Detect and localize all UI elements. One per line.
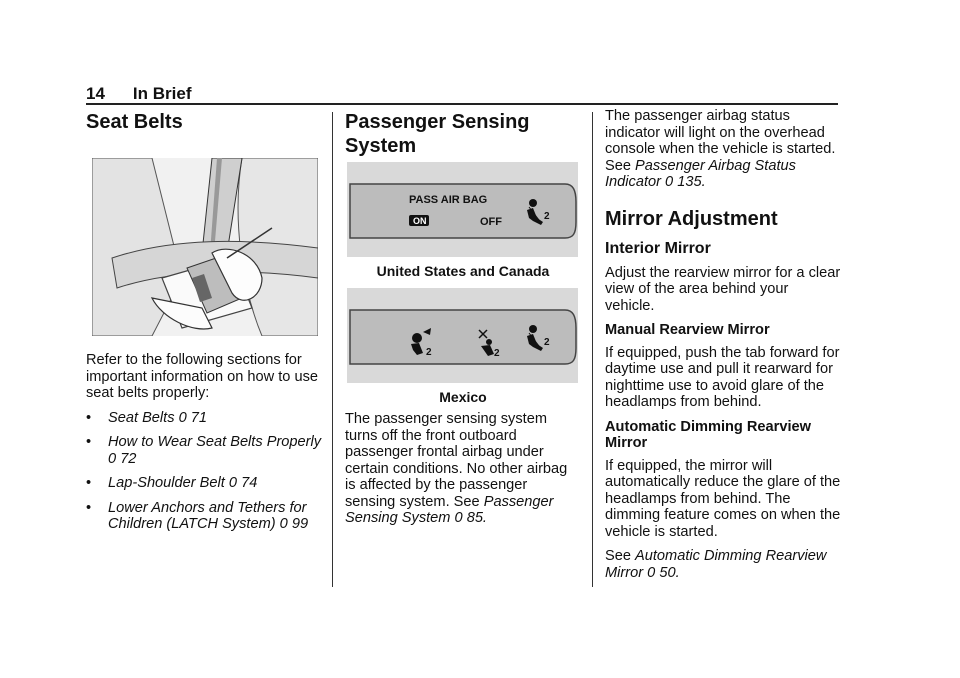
link-passenger-sensing[interactable]: Passenger Sensing System — [345, 493, 554, 526]
link-latch[interactable]: Lower Anchors and Tethers for Children (LATCH System) — [108, 499, 307, 532]
column-seat-belts — [86, 108, 324, 533]
list-item — [86, 500, 324, 533]
seat-number: 2 — [426, 346, 432, 358]
column-divider-1 — [332, 112, 333, 587]
ref-arrow-icon: 0 — [665, 174, 674, 190]
manual-mirror-text: If equipped, push the tab forward for daytime use and pull it rearward for nighttime use to avoid glare of the headlamps from behind. — [605, 344, 840, 410]
link-lap-shoulder[interactable]: Lap-Shoulder Belt — [108, 475, 225, 491]
page-ref: 50. — [659, 564, 680, 581]
column-divider-2 — [592, 112, 593, 587]
ref-arrow-icon: 0 — [454, 510, 463, 526]
page-ref: 85. — [466, 510, 487, 526]
page-header — [86, 84, 191, 104]
bullet: • — [86, 409, 92, 426]
seat-number: 2 — [494, 347, 500, 359]
caption-mexico: Mexico — [439, 388, 487, 405]
auto-dimming-text: If equipped, the mirror will automatically reduce the glare of the headlamps from behind. The dimming feature comes on when the vehicle is started. — [605, 457, 841, 540]
airbag-status-paragraph — [605, 108, 841, 191]
body-text: The passenger airbag status indicator will light on the overhead console when the vehicle is started. See — [605, 108, 836, 174]
body-text: The passenger sensing system turns off the front outboard passenger frontal airbag under certain conditions. No other airbag is affected by the passenger sensing system. See — [345, 411, 568, 510]
link-seat-belts[interactable]: Seat Belts — [108, 409, 175, 426]
on-label: ON — [413, 216, 427, 226]
page-ref: 135. — [677, 174, 706, 190]
interior-mirror-heading: Interior Mirror — [605, 239, 711, 257]
seat-number: 2 — [544, 336, 550, 348]
seat-belts-heading: Seat Belts — [86, 111, 183, 133]
seat-belt-illustration — [92, 158, 318, 336]
column-mirror — [605, 108, 841, 581]
column-passenger-sensing — [345, 108, 581, 527]
page-ref: 72 — [120, 450, 137, 467]
mirror-intro: Adjust the rearview mirror for a clear view of the area behind your vehicle. — [605, 264, 841, 314]
manual-mirror-heading: Manual Rearview Mirror — [605, 322, 770, 338]
auto-dimming-see — [605, 548, 841, 581]
ref-arrow-icon: 0 — [647, 564, 656, 581]
caption-us-canada: United States and Canada — [376, 263, 550, 279]
page-ref: 74 — [241, 475, 258, 491]
passenger-sensing-heading: Passenger Sensing System — [345, 111, 530, 157]
bullet: • — [86, 475, 92, 491]
page-ref: 71 — [190, 409, 208, 426]
ref-arrow-icon: 0 — [178, 409, 187, 426]
seat-belts-intro: Refer to the following sections for important information on how to use seat belts properly: — [86, 352, 319, 401]
bullet: • — [86, 499, 92, 516]
passenger-sensing-body — [345, 411, 581, 527]
link-auto-dimming[interactable]: Automatic Dimming Rearview Mirror — [605, 548, 827, 581]
ref-arrow-icon: 0 — [228, 475, 238, 491]
mirror-adjustment-heading: Mirror Adjustment — [605, 207, 778, 230]
airbag-panel-us-canada — [347, 162, 578, 257]
ref-arrow-icon: 0 — [108, 450, 117, 467]
list-item — [86, 475, 324, 492]
bullet: • — [86, 434, 92, 450]
section-title: In Brief — [132, 84, 192, 103]
seat-belt-links — [86, 410, 324, 533]
page-number: 14 — [86, 84, 105, 103]
airbag-panel-mexico — [347, 288, 578, 383]
list-item — [86, 410, 324, 427]
see-prefix: See — [605, 548, 631, 564]
list-item — [86, 434, 324, 467]
link-airbag-status[interactable]: Passenger Airbag Status Indicator — [605, 157, 796, 190]
pass-air-bag-label: PASS AIR BAG — [409, 194, 488, 206]
seat-number: 2 — [544, 211, 550, 222]
link-how-to-wear[interactable]: How to Wear Seat Belts Properly — [108, 434, 322, 450]
header-rule — [86, 103, 838, 105]
off-label: OFF — [480, 216, 502, 228]
ref-arrow-icon: 0 — [279, 516, 288, 532]
page-ref: 99 — [291, 516, 309, 532]
auto-dimming-heading: Automatic Dimming Rearview Mirror — [605, 418, 811, 451]
